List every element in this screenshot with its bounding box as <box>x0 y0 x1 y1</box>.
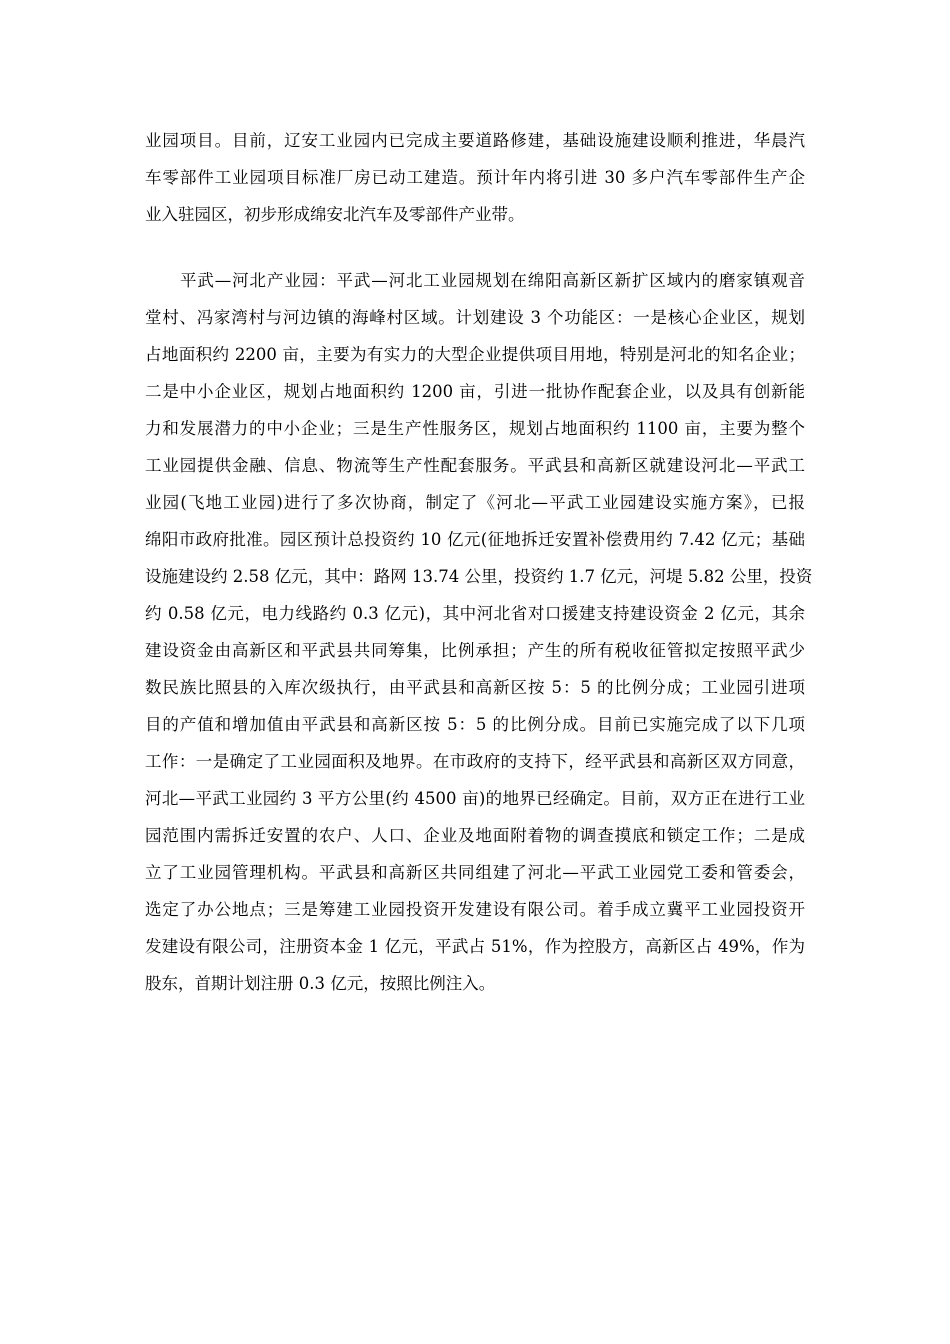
text-line: 设施建设约 2.58 亿元，其中：路网 13.74 公里，投资约 1.7 亿元，河堤 5.82 公里，投资 <box>145 567 813 586</box>
text-line: 业园项目。目前，辽安工业园内已完成主要道路修建，基础设施建设顺利推进，华晨汽 <box>145 131 805 150</box>
text-line: 车零部件工业园项目标准厂房已动工建造。预计年内将引进 30 多户汽车零部件生产企 <box>145 168 805 187</box>
text-line: 业园(飞地工业园)进行了多次协商，制定了《河北—平武工业园建设实施方案》，已报 <box>145 493 805 512</box>
text-line: 绵阳市政府批准。园区预计总投资约 10 亿元(征地拆迁安置补偿费用约 7.42 亿元；基础 <box>145 530 805 549</box>
text-line: 约 0.58 亿元，电力线路约 0.3 亿元)，其中河北省对口援建支持建设资金 2 亿元，其余 <box>145 604 805 623</box>
text-line: 工业园提供金融、信息、物流等生产性配套服务。平武县和高新区就建设河北—平武工 <box>145 456 805 475</box>
text-line: 立了工业园管理机构。平武县和高新区共同组建了河北—平武工业园党工委和管委会， <box>145 863 805 882</box>
text-line: 平武—河北产业园：平武—河北工业园规划在绵阳高新区新扩区域内的磨家镇观音 <box>180 271 805 290</box>
text-line: 业入驻园区，初步形成绵安北汽车及零部件产业带。 <box>145 205 525 224</box>
text-line: 工作：一是确定了工业园面积及地界。在市政府的支持下，经平武县和高新区双方同意， <box>145 752 805 771</box>
text-line: 数民族比照县的入库次级执行，由平武县和高新区按 5：5 的比例分成；工业园引进项 <box>145 678 805 697</box>
paragraph-2 <box>145 262 813 1002</box>
text-line: 股东，首期计划注册 0.3 亿元，按照比例注入。 <box>145 974 496 993</box>
text-line: 堂村、冯家湾村与河边镇的海峰村区域。计划建设 3 个功能区：一是核心企业区，规划 <box>145 308 805 327</box>
text-line: 目的产值和增加值由平武县和高新区按 5：5 的比例分成。目前已实施完成了以下几项 <box>145 715 805 734</box>
paragraph-1 <box>145 122 805 233</box>
text-line: 建设资金由高新区和平武县共同筹集，比例承担；产生的所有税收征管拟定按照平武少 <box>145 641 805 660</box>
text-line: 发建设有限公司，注册资本金 1 亿元，平武占 51%，作为控股方，高新区占 49%，作为 <box>145 937 805 956</box>
text-line: 二是中小企业区，规划占地面积约 1200 亩，引进一批协作配套企业，以及具有创新能 <box>145 382 805 401</box>
text-line: 占地面积约 2200 亩，主要为有实力的大型企业提供项目用地，特别是河北的知名企业； <box>145 345 805 364</box>
text-line: 河北—平武工业园约 3 平方公里(约 4500 亩)的地界已经确定。目前，双方正在进行工业 <box>145 789 805 808</box>
text-line: 选定了办公地点；三是筹建工业园投资开发建设有限公司。着手成立冀平工业园投资开 <box>145 900 805 919</box>
text-line: 力和发展潜力的中小企业；三是生产性服务区，规划占地面积约 1100 亩，主要为整个 <box>145 419 805 438</box>
text-line: 园范围内需拆迁安置的农户、人口、企业及地面附着物的调查摸底和锁定工作；二是成 <box>145 826 805 845</box>
